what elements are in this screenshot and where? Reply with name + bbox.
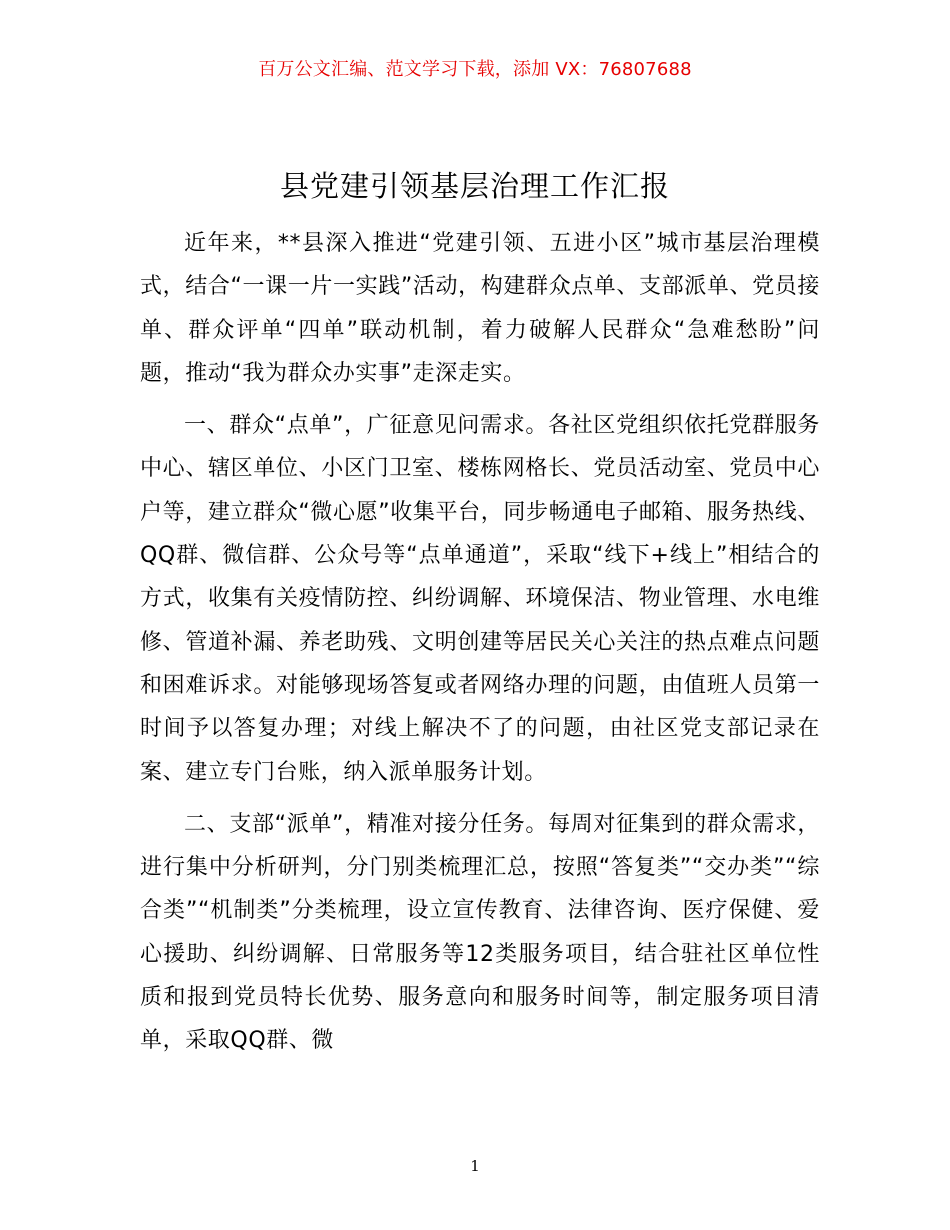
paragraph-section-2: 二、支部“派单”，精准对接分任务。每周对征集到的群众需求，进行集中分析研判，分门别类梳理汇总，按照“答复类”“交办类”“综合类”“机制类”分类梳理，设立宣传教育、法律咨询、医疗保健、爱心援助、纠纷调解、日常服务等12类服务项目，结合驻社区单位性质和报到党员特长优势、服务意向和服务时间等，制定服务项目清单，采取QQ群、微 xyxy=(140,811,820,1054)
document-body xyxy=(140,222,820,1072)
watermark-banner xyxy=(0,58,950,82)
paragraph-intro: 近年来，**县深入推进“党建引领、五进小区”城市基层治理模式，结合“一课一片一实践”活动，构建群众点单、支部派单、党员接单、群众评单“四单”联动机制，着力破解人民群众“急难愁盼”问题，推动“我为群众办实事”走深走实。 xyxy=(140,231,820,386)
watermark-text: 百万公文汇编、范文学习下载，添加 VX：76807688 xyxy=(258,59,692,80)
document-title: 县党建引领基层治理工作汇报 xyxy=(279,169,670,203)
page-number: 1 xyxy=(470,1157,480,1175)
paragraph-section-1: 一、群众“点单”，广征意见问需求。各社区党组织依托党群服务中心、辖区单位、小区门卫室、楼栋网格长、党员活动室、党员中心户等，建立群众“微心愿”收集平台，同步畅通电子邮箱、服务热线、QQ群、微信群、公众号等“点单通道”，采取“线下+线上”相结合的方式，收集有关疫情防控、纠纷调解、环境保洁、物业管理、水电维修、管道补漏、养老助残、文明创建等居民关心关注的热点难点问题和困难诉求。对能够现场答复或者网络办理的问题，由值班人员第一时间予以答复办理；对线上解决不了的问题，由社区党支部记录在案、建立专门台账，纳入派单服务计划。 xyxy=(140,413,820,785)
